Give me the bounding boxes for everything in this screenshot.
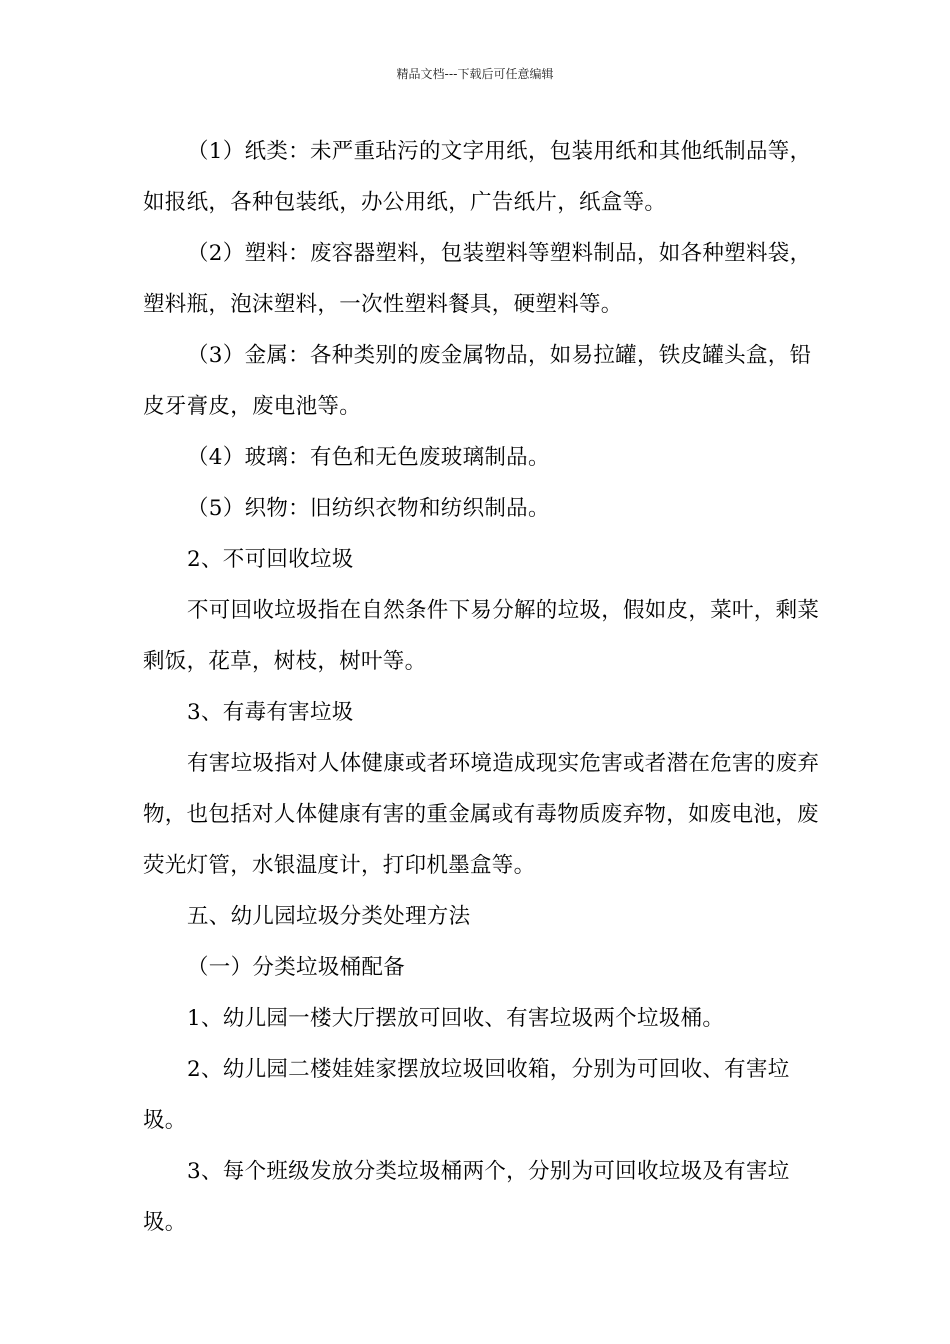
heading-section-five: 五、幼儿园垃圾分类处理方法 <box>187 904 471 929</box>
list-item-3: 3、每个班级发放分类垃圾桶两个，分别为可回收垃圾及有害垃圾。 <box>143 1159 790 1235</box>
list-item-1: 1、幼儿园一楼大厅摆放可回收、有害垃圾两个垃圾桶。 <box>187 1006 725 1031</box>
paragraph-hazardous: 有害垃圾指对人体健康或者环境造成现实危害或者潜在危害的废弃物，也包括对人体健康有害的重金属或有毒物质废弃物，如废电池，废荧光灯管，水银温度计，打印机墨盒等。 <box>143 751 820 878</box>
page-header: 精品文档---下载后可任意编辑 <box>396 67 554 81</box>
paragraph-plastic: （2）塑料：废容器塑料，包装塑料等塑料制品，如各种塑料袋，塑料瓶，泡沫塑料，一次性塑料餐具，硬塑料等。 <box>143 241 812 317</box>
document-body <box>143 126 823 1248</box>
paragraph-paper: （1）纸类：未严重玷污的文字用纸，包装用纸和其他纸制品等，如报纸，各种包装纸，办公用纸，广告纸片，纸盒等。 <box>143 139 812 215</box>
heading-non-recyclable: 2、不可回收垃圾 <box>187 547 354 572</box>
paragraph-textile: （5）织物：旧纺织衣物和纺织制品。 <box>187 496 550 521</box>
paragraph-metal: （3）金属：各种类别的废金属物品，如易拉罐，铁皮罐头盒，铅皮牙膏皮，废电池等。 <box>143 343 812 419</box>
heading-hazardous: 3、有毒有害垃圾 <box>187 700 354 725</box>
paragraph-non-recyclable: 不可回收垃圾指在自然条件下易分解的垃圾，假如皮，菜叶，剩菜剩饭，花草，树枝，树叶等。 <box>143 598 820 674</box>
heading-bin-allocation: （一）分类垃圾桶配备 <box>187 955 406 980</box>
list-item-2: 2、幼儿园二楼娃娃家摆放垃圾回收箱，分别为可回收、有害垃圾。 <box>143 1057 790 1133</box>
paragraph-glass: （4）玻璃：有色和无色废玻璃制品。 <box>187 445 550 470</box>
